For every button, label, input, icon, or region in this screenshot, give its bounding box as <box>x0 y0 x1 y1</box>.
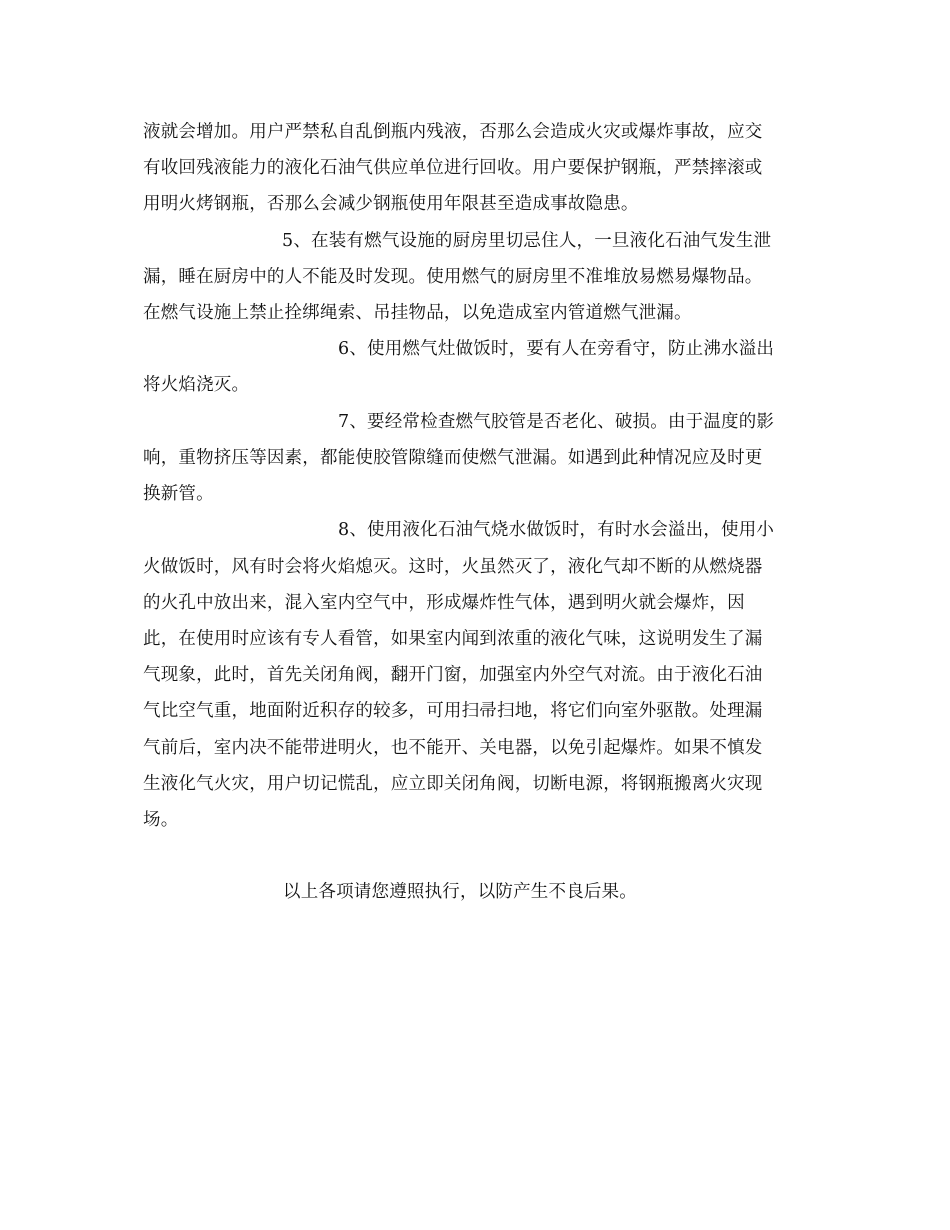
text-line: 用明火烤钢瓶，否那么会减少钢瓶使用年限甚至造成事故隐患。 <box>143 194 639 214</box>
text-line: 8、使用液化石油气烧水做饭时，有时水会溢出，使用小 <box>338 520 775 540</box>
text-line: 有收回残液能力的液化石油气供应单位进行回收。用户要保护钢瓶，严禁摔滚或 <box>143 158 763 178</box>
closing-line: 以上各项请您遵照执行，以防产生不良后果。 <box>283 882 637 902</box>
text-line: 此，在使用时应该有专人看管，如果室内闻到浓重的液化气味，这说明发生了漏 <box>143 629 763 649</box>
text-line: 漏，睡在厨房中的人不能及时发现。使用燃气的厨房里不准堆放易燃易爆物品。 <box>143 267 763 287</box>
text-line: 气前后，室内决不能带进明火，也不能开、关电器，以免引起爆炸。如果不慎发 <box>143 738 763 758</box>
text-line: 响，重物挤压等因素，都能使胶管隙缝而使燃气泄漏。如遇到此种情况应及时更 <box>143 448 763 468</box>
text-line: 场。 <box>143 810 179 830</box>
text-line: 7、要经常检查燃气胶管是否老化、破损。由于温度的影 <box>338 412 775 432</box>
text-line: 的火孔中放出来，混入室内空气中，形成爆炸性气体，遇到明火就会爆炸，因 <box>143 593 745 613</box>
text-line: 6、使用燃气灶做饭时，要有人在旁看守，防止沸水溢出 <box>338 339 775 359</box>
text-line: 火做饭时，风有时会将火焰熄灭。这时，火虽然灭了，液化气却不断的从燃烧器 <box>143 557 763 577</box>
text-line: 将火焰浇灭。 <box>143 375 250 395</box>
text-line: 生液化气火灾，用户切记慌乱，应立即关闭角阀，切断电源，将钢瓶搬离火灾现 <box>143 774 763 794</box>
text-line: 液就会增加。用户严禁私自乱倒瓶内残液，否那么会造成火灾或爆炸事故，应交 <box>143 122 763 142</box>
text-line: 在燃气设施上禁止拴绑绳索、吊挂物品，以免造成室内管道燃气泄漏。 <box>143 303 692 323</box>
text-line: 5、在装有燃气设施的厨房里切忌住人，一旦液化石油气发生泄 <box>282 231 772 251</box>
text-line: 气现象，此时，首先关闭角阀，翻开门窗，加强室内外空气对流。由于液化石油 <box>143 665 763 685</box>
text-line: 换新管。 <box>143 484 214 504</box>
text-line: 气比空气重，地面附近积存的较多，可用扫帚扫地，将它们向室外驱散。处理漏 <box>143 701 763 721</box>
